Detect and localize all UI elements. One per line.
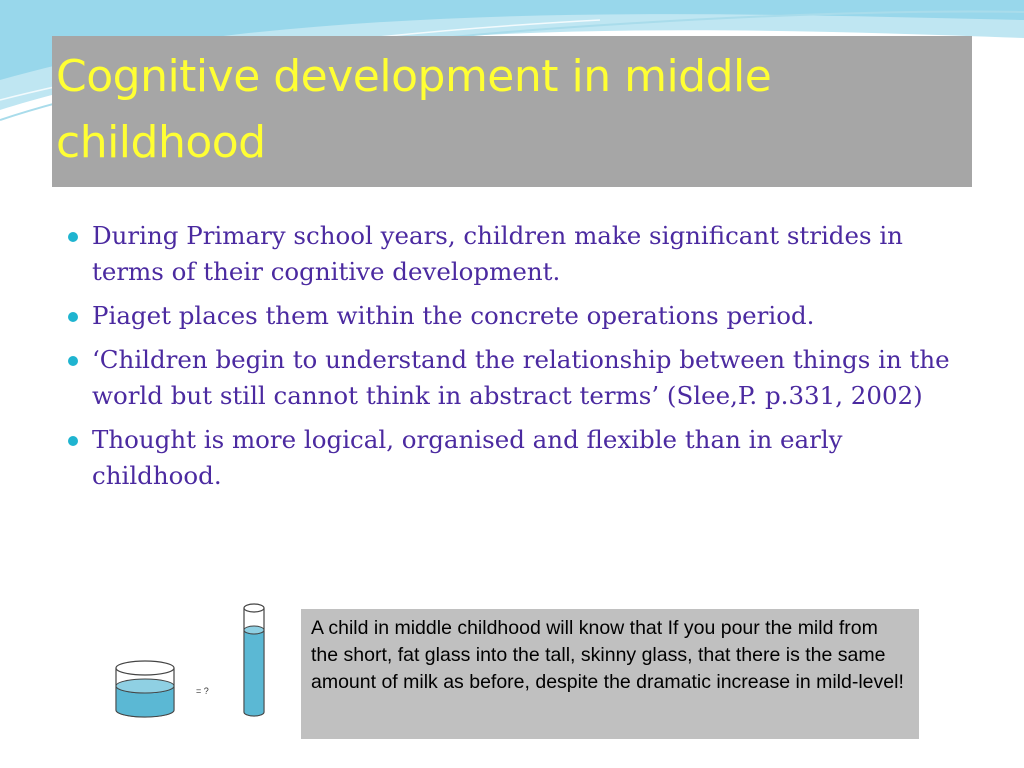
tall-skinny-glass-icon	[244, 604, 264, 716]
bullet-list	[64, 218, 964, 502]
bullet-dot-icon	[68, 232, 78, 242]
title-banner	[52, 36, 972, 187]
bullet-item	[64, 218, 964, 290]
bullet-text: Thought is more logical, organised and flexible than in early childhood.	[92, 425, 843, 490]
bullet-text: During Primary school years, children make significant strides in terms of their cognitive development.	[92, 221, 903, 286]
caption-text: A child in middle childhood will know that If you pour the mild from the short, fat glass into the tall, skinny glass, that there is the same amount of milk as before, despite the dramatic increase in mild-level!	[311, 617, 904, 693]
bullet-item	[64, 342, 964, 414]
short-wide-glass-icon	[116, 661, 174, 717]
bullet-item	[64, 298, 964, 334]
bullet-dot-icon	[68, 436, 78, 446]
caption-box	[301, 609, 919, 739]
bullet-item	[64, 422, 964, 494]
bullet-text: Piaget places them within the concrete operations period.	[92, 301, 815, 330]
bullet-text: ‘Children begin to understand the relationship between things in the world but still cannot think in abstract terms’ (Slee,P. p.331, 2002)	[92, 345, 950, 410]
bullet-dot-icon	[68, 356, 78, 366]
slide-title: Cognitive development in middle childhood	[56, 51, 772, 168]
glass-conservation-figure	[108, 598, 278, 728]
equals-question-label: = ?	[196, 686, 209, 696]
bullet-dot-icon	[68, 312, 78, 322]
